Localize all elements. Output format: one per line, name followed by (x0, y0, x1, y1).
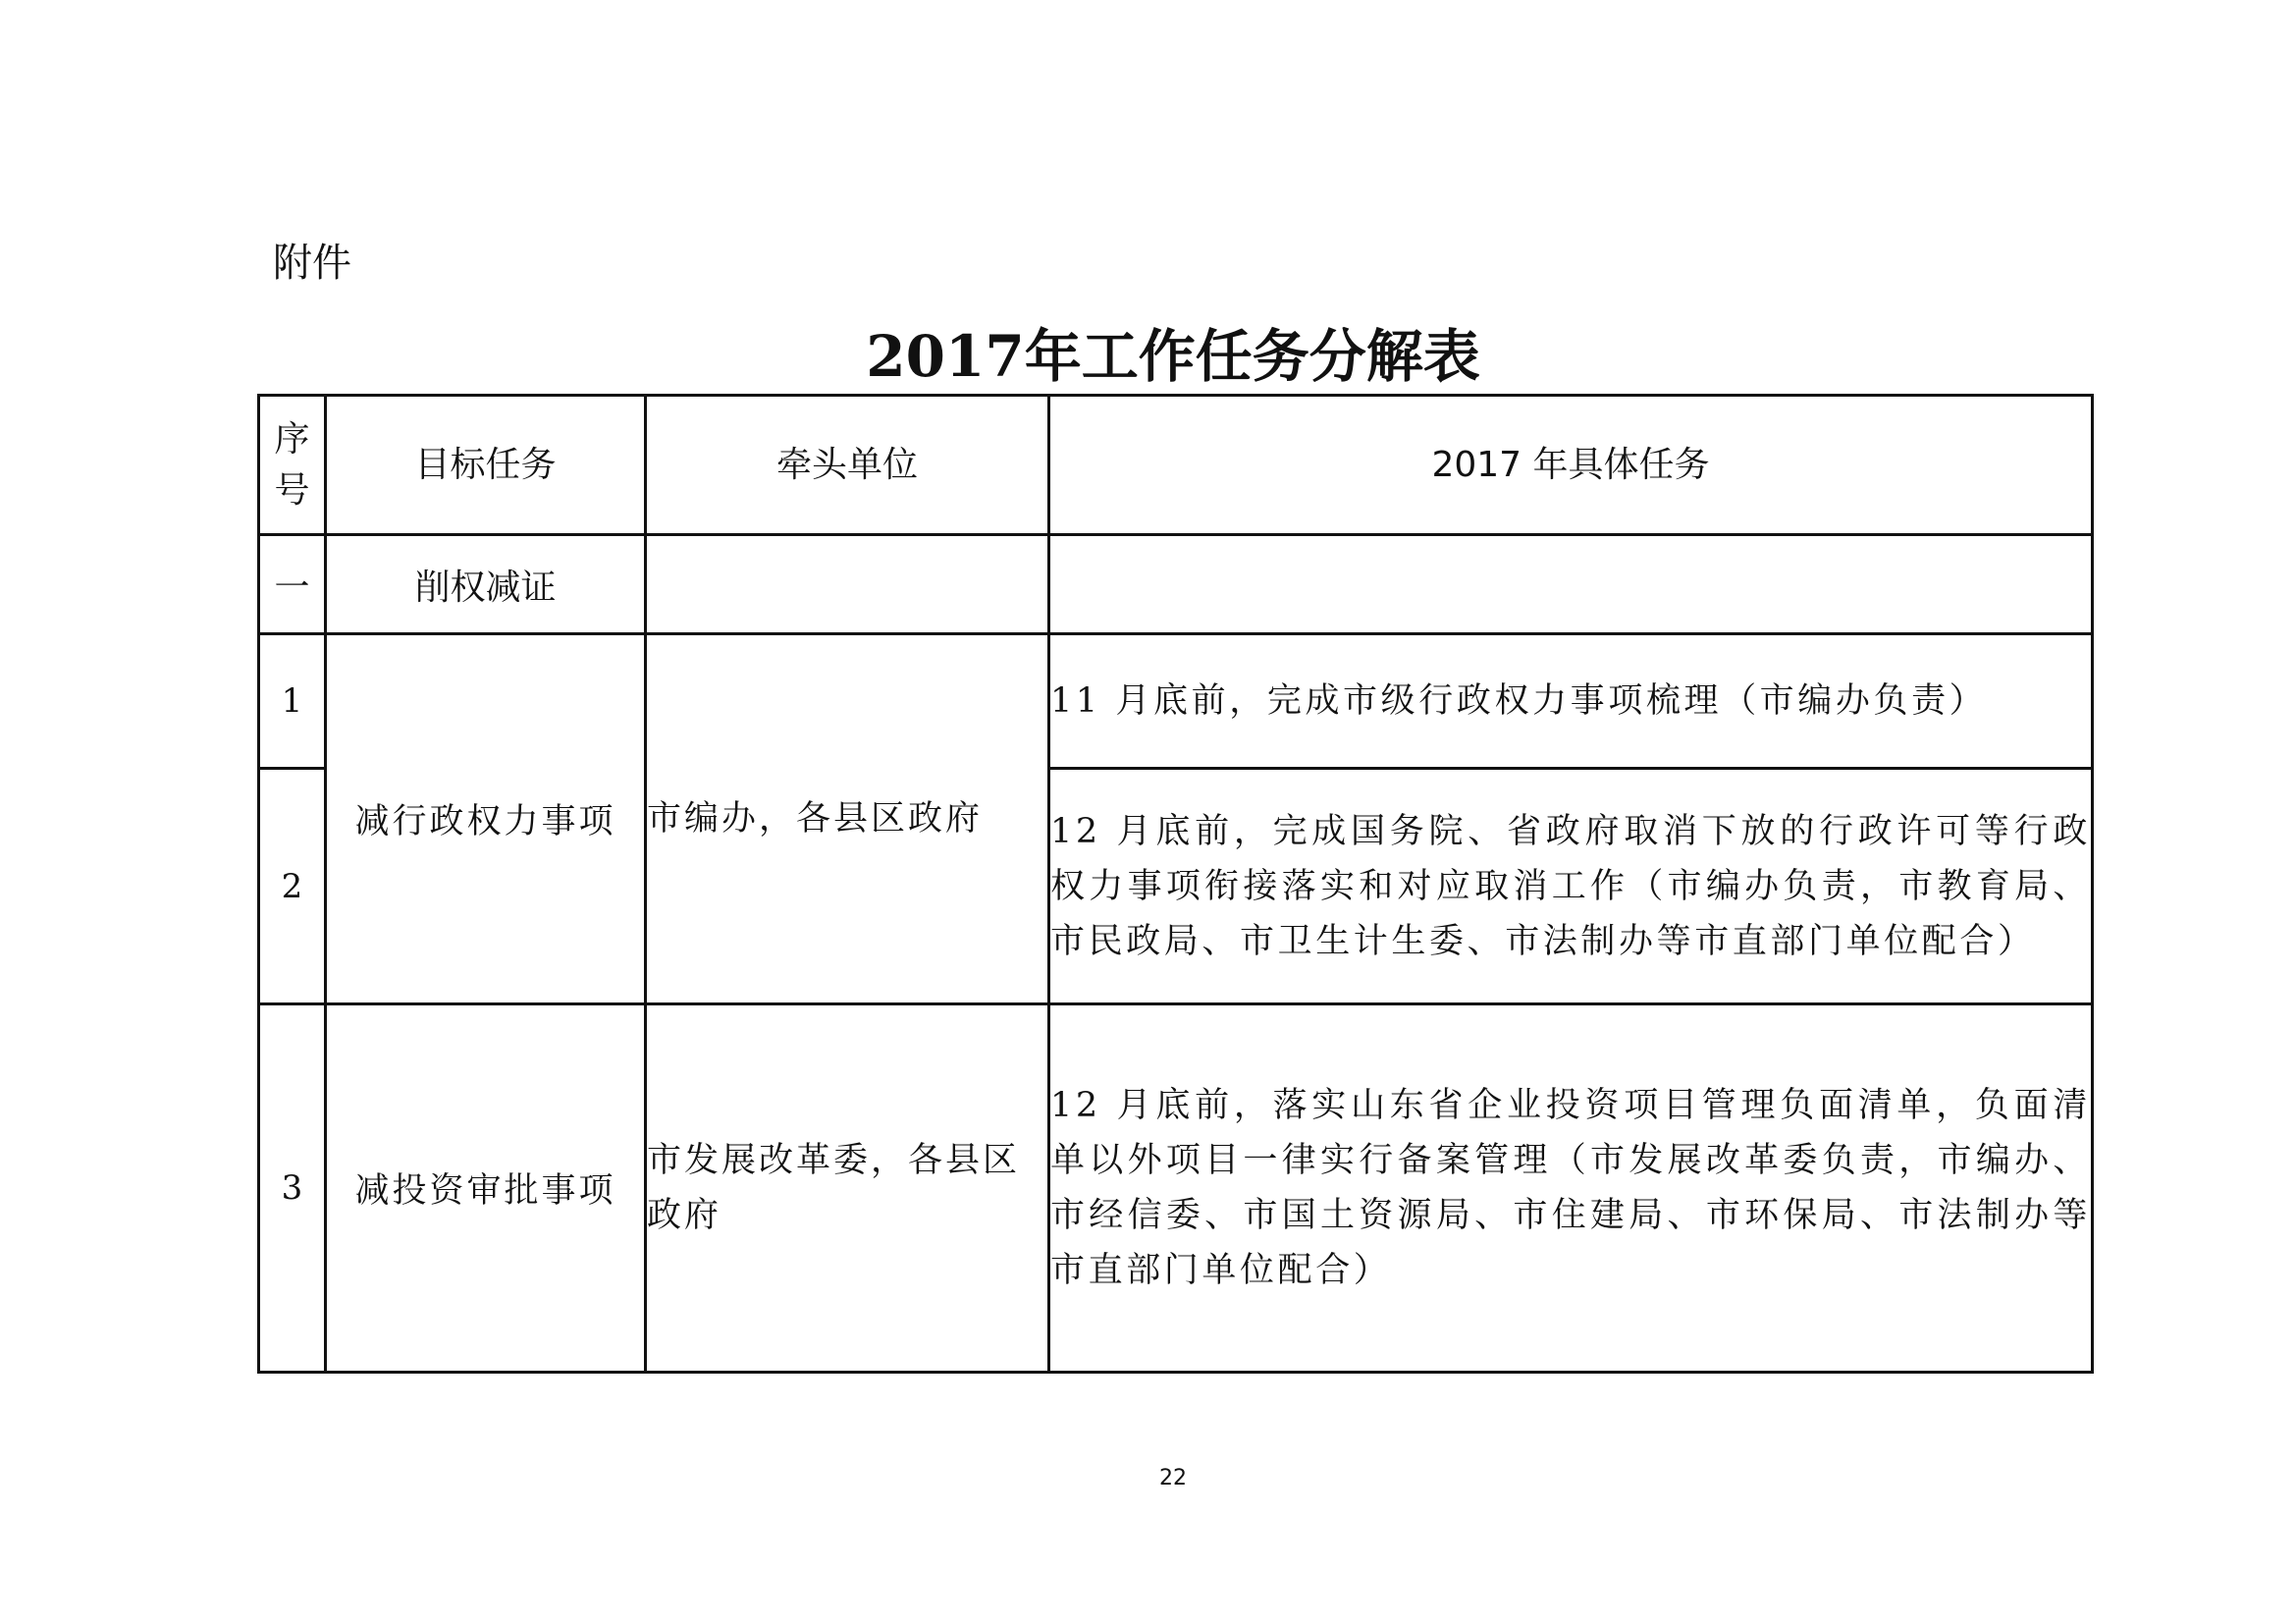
section-goal: 削权减证 (326, 535, 646, 634)
row-goal: 减行政权力事项 (326, 634, 646, 1004)
header-no: 序号 (259, 396, 326, 535)
row-no: 1 (259, 634, 326, 769)
section-no: 一 (259, 535, 326, 634)
header-goal: 目标任务 (326, 396, 646, 535)
section-lead-empty (646, 535, 1049, 634)
table-row (259, 1004, 2093, 1373)
row-task: 11 月底前，完成市级行政权力事项梳理（市编办负责） (1049, 634, 2093, 769)
section-row (259, 535, 2093, 634)
table-header-row (259, 396, 2093, 535)
attachment-label: 附件 (273, 241, 351, 286)
table-row (259, 634, 2093, 769)
task-breakdown-table (257, 394, 2094, 1374)
row-goal: 减投资审批事项 (326, 1004, 646, 1373)
row-task: 12 月底前，完成国务院、省政府取消下放的行政许可等行政权力事项衔接落实和对应取消工作（市编办负责，市教育局、市民政局、市卫生计生委、市法制办等市直部门单位配合） (1049, 769, 2093, 1004)
section-task-empty (1049, 535, 2093, 634)
row-lead-unit: 市编办，各县区政府 (646, 634, 1049, 1004)
row-lead-unit: 市发展改革委，各县区政府 (646, 1004, 1049, 1373)
row-task: 12 月底前，落实山东省企业投资项目管理负面清单，负面清单以外项目一律实行备案管理（市发展改革委负责，市编办、市经信委、市国土资源局、市住建局、市环保局、市法制办等市直部门单位配合） (1049, 1004, 2093, 1373)
row-no: 3 (259, 1004, 326, 1373)
page-number: 22 (1159, 1466, 1187, 1490)
header-specific-task: 2017 年具体任务 (1049, 396, 2093, 535)
document-title: 2017年工作任务分解表 (866, 323, 1480, 390)
header-lead-unit: 牵头单位 (646, 396, 1049, 535)
row-no: 2 (259, 769, 326, 1004)
